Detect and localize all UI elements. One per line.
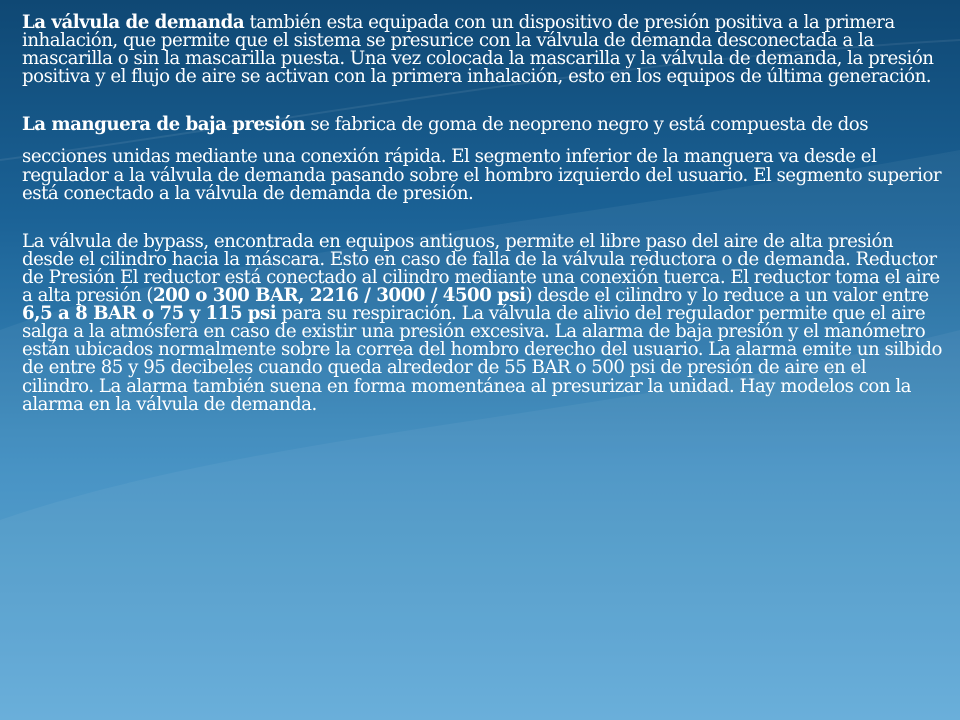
paragraph-demand-valve [22,14,942,86]
bold-reduced-pressure-values: 6,5 a 8 BAR o 75 y 115 psi [22,303,277,325]
slide-body [22,14,942,414]
bold-high-pressure-values: 200 o 300 BAR, 2216 / 3000 / 4500 psi [153,285,526,307]
paragraph-text: secciones unidas mediante una conexión rápida. El segmento inferior de la manguera va desde el regulador a la válvula de demanda pasando sobre el hombro izquierdo del usuario. El segmento superior está conectado a la válvula de demanda de presión. [22,146,942,204]
paragraph-bypass-valve [22,230,942,415]
paragraph-low-pressure-hose [22,116,942,134]
bold-lead-low-pressure-hose: La manguera de baja presión [22,114,306,136]
paragraph-text: se fabrica de goma de neopreno negro y está compuesta de dos [305,114,869,136]
bold-lead-demand-valve: La válvula de demanda [22,12,245,33]
paragraph-hose-sections [22,148,942,202]
paragraph-text: para su respiración. La válvula de alivio del regulador permite que el aire salga a la atmósfera en caso de existir una presión excesiva. La alarma de baja presión y el manómetro están ubicados normalmente sobre la correa del hombro derecho del usuario. La alarma emite un silbido de entre 85 y 95 decibeles cuando queda alrededor de 55 BAR o 500 psi de presión de aire en el cilindro. La alarma también suena en forma momentánea al presurizar la unidad. Hay modelos con la alarma en la válvula de demanda. [22,303,942,415]
paragraph-text: La válvula de bypass, encontrada en equipos antiguos, permite el libre paso del aire de alta presión desde el cilindro hacia la máscara. Esto en caso de falla de la válvula reductora o de demanda. Reductor de Presión El reductor está conectado al cilindro mediante una conexión tuerca. El reductor toma el aire a alta presión ( [22,230,940,307]
paragraph-text: ) desde el cilindro y lo reduce a un valor entre [525,285,929,307]
paragraph-text: también esta equipada con un dispositivo de presión positiva a la primera inhalación, que permite que el sistema se presurice con la válvula de demanda desconectada a la mascarilla o sin la mascarilla puesta. Una vez colocada la mascarilla y la válvula de demanda, la presión positiva y el flujo de aire se activan con la primera inhalación, esto en los equipos de última generación. [22,12,934,88]
